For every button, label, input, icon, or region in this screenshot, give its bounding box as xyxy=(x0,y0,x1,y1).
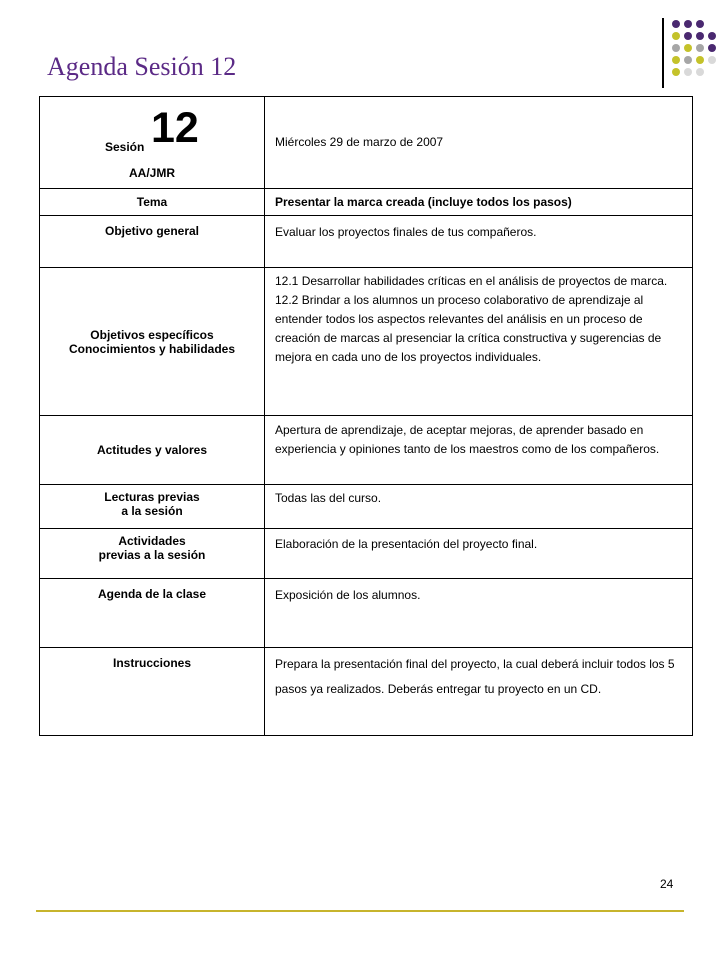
tema-label: Tema xyxy=(40,189,265,216)
table-row-session xyxy=(40,97,693,189)
lecturas-label-1: Lecturas previas xyxy=(104,490,200,504)
lecturas-value: Todas las del curso. xyxy=(265,485,693,529)
session-word: Sesión xyxy=(105,140,145,154)
actitudes-value: Apertura de aprendizaje, de aceptar mejoras, de aprender basado en experiencia y opiniones tanto de los maestros como de los compañeros. xyxy=(265,416,693,485)
session-cell xyxy=(40,97,265,189)
footer-rule xyxy=(36,910,684,912)
table-row-objetivo-general xyxy=(40,216,693,268)
objetivos-especificos-label-1: Objetivos específicos xyxy=(90,327,214,342)
session-date: Miércoles 29 de marzo de 2007 xyxy=(265,97,693,189)
table-row-lecturas xyxy=(40,485,693,529)
tema-value: Presentar la marca creada (incluye todos los pasos) xyxy=(265,189,693,216)
table-row-actitudes xyxy=(40,416,693,485)
table-row-agenda-clase xyxy=(40,579,693,648)
instrucciones-value: Prepara la presentación final del proyecto, la cual deberá incluir todos los 5 pasos ya realizados. Deberás entregar tu proyecto en un CD. xyxy=(265,648,693,736)
page-number: 24 xyxy=(660,877,674,891)
table-row-tema xyxy=(40,189,693,216)
objetivo-especifico-item: 12.1 Desarrollar habilidades críticas en el análisis de proyectos de marca. xyxy=(275,274,668,288)
actividades-value: Elaboración de la presentación del proyecto final. xyxy=(265,529,693,579)
session-code: AA/JMR xyxy=(128,166,175,180)
table-row-actividades xyxy=(40,529,693,579)
lecturas-label-2: a la sesión xyxy=(121,504,183,518)
instrucciones-label: Instrucciones xyxy=(40,648,265,736)
agenda-clase-value: Exposición de los alumnos. xyxy=(265,579,693,648)
table-row-instrucciones xyxy=(40,648,693,736)
agenda-clase-label: Agenda de la clase xyxy=(40,579,265,648)
objetivos-especificos-label-2: Conocimientos y habilidades xyxy=(68,341,236,356)
actividades-label-1: Actividades xyxy=(118,534,186,548)
page-title: Agenda Sesión 12 xyxy=(47,52,237,81)
objetivo-general-value: Evaluar los proyectos finales de tus compañeros. xyxy=(265,216,693,268)
objetivo-especifico-item: 12.2 Brindar a los alumnos un proceso colaborativo de aprendizaje al entender todos los aspectos relevantes del análisis en un proceso de creación de marcas al presenciar la crítica constructiva y sugerencias de mejora en cada uno de los proyectos individuales. xyxy=(275,293,662,364)
table-row-objetivos-especificos xyxy=(40,268,693,416)
actitudes-label: Actitudes y valores xyxy=(40,416,265,485)
objetivo-general-label: Objetivo general xyxy=(40,216,265,268)
decorative-dot-grid-icon xyxy=(672,20,720,80)
decorative-vertical-line xyxy=(662,18,664,88)
session-number: 12 xyxy=(151,104,199,152)
agenda-table xyxy=(39,96,693,736)
actividades-label-2: previas a la sesión xyxy=(98,548,206,562)
